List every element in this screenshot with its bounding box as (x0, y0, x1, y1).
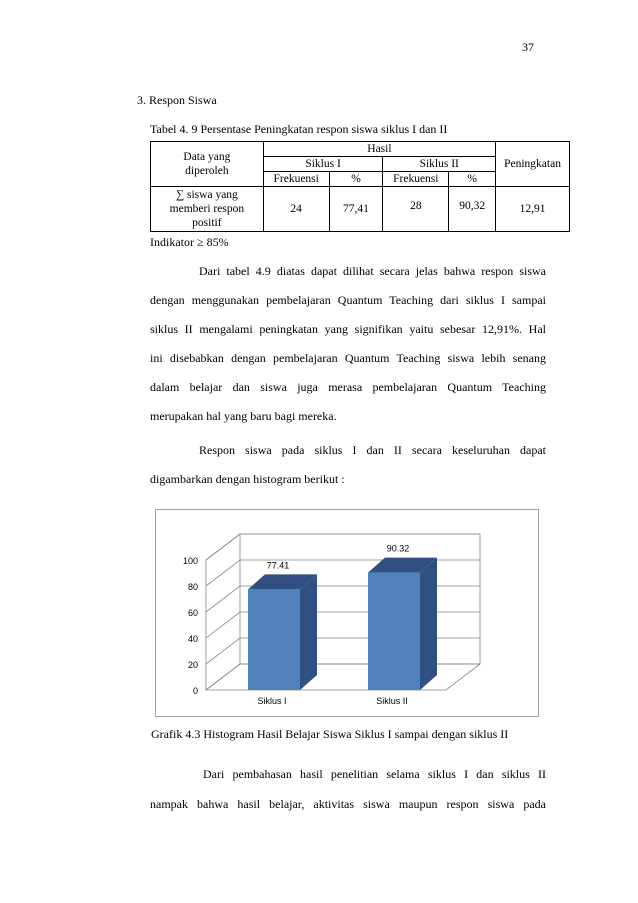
y-tick-label: 20 (187, 660, 198, 670)
header-hasil: Hasil (263, 142, 495, 157)
gridline (206, 664, 480, 690)
header-siklus-2: Siklus II (383, 157, 496, 172)
paragraph-line: merupakan hal yang baru bagi mereka. (150, 409, 337, 423)
y-tick-label: 80 (187, 582, 198, 592)
header-siklus-1: Siklus I (263, 157, 383, 172)
bar (368, 573, 420, 690)
paragraph-line: Respon siswa pada siklus I dan II secara keseluruhan dapat (199, 443, 546, 457)
y-tick-label: 60 (187, 608, 198, 618)
bar-side (420, 558, 437, 690)
header-frekuensi-2: Frekuensi (383, 172, 449, 187)
indicator-note: Indikator ≥ 85% (150, 235, 229, 249)
bar-side (300, 574, 317, 690)
y-tick-label: 0 (192, 686, 198, 696)
y-tick-label: 100 (182, 556, 198, 566)
x-tick-label: Siklus I (257, 696, 287, 706)
paragraph-line: digambarkan dengan histogram berikut : (150, 472, 345, 486)
data-label: 77.41 (266, 560, 290, 571)
section-heading: 3. Respon Siswa (137, 93, 217, 107)
row-label: ∑ siswa yang memberi respon positif (151, 187, 264, 232)
header-persen-1: % (329, 172, 383, 187)
header-data-col: Data yang diperoleh (151, 142, 264, 187)
results-table (150, 141, 570, 232)
paragraph-line: dalam belajar dan siswa juga merasa pembelajaran Quantum Teaching (150, 380, 546, 394)
header-frekuensi-1: Frekuensi (263, 172, 329, 187)
cell-peningkatan: 12,91 (496, 187, 570, 232)
header-persen-2: % (449, 172, 496, 187)
paragraph-line: siklus II mengalami peningkatan yang signifikan yaitu sebesar 12,91%. Hal (150, 322, 546, 336)
x-tick-label: Siklus II (376, 696, 408, 706)
paragraph-line: ini disebabkan dengan pembelajaran Quantum Teaching siswa lebih senang (150, 351, 546, 365)
paragraph-line: dengan menggunakan pembelajaran Quantum Teaching dari siklus I sampai (150, 293, 546, 307)
cell-frek-1: 24 (263, 187, 329, 232)
cell-frek-2: 28 (383, 187, 449, 232)
page-number: 37 (522, 40, 534, 54)
header-peningkatan: Peningkatan (496, 142, 570, 187)
data-label: 90.32 (386, 543, 410, 554)
histogram-chart (155, 509, 539, 717)
chart-caption: Grafik 4.3 Histogram Hasil Belajar Siswa Siklus I sampai dengan siklus II (151, 727, 509, 741)
paragraph-line: nampak bahwa hasil belajar, aktivitas siswa maupun respon siswa pada (150, 797, 546, 811)
cell-pct-2: 90,32 (449, 187, 496, 232)
cell-pct-1: 77,41 (329, 187, 383, 232)
paragraph-line: Dari pembahasan hasil penelitian selama siklus I dan siklus II (203, 767, 546, 781)
bar (248, 589, 300, 690)
table-caption: Tabel 4. 9 Persentase Peningkatan respon siswa siklus I dan II (150, 122, 448, 136)
chart-svg (156, 510, 538, 716)
paragraph-line: Dari tabel 4.9 diatas dapat dilihat secara jelas bahwa respon siswa (199, 264, 546, 278)
y-tick-label: 40 (187, 634, 198, 644)
